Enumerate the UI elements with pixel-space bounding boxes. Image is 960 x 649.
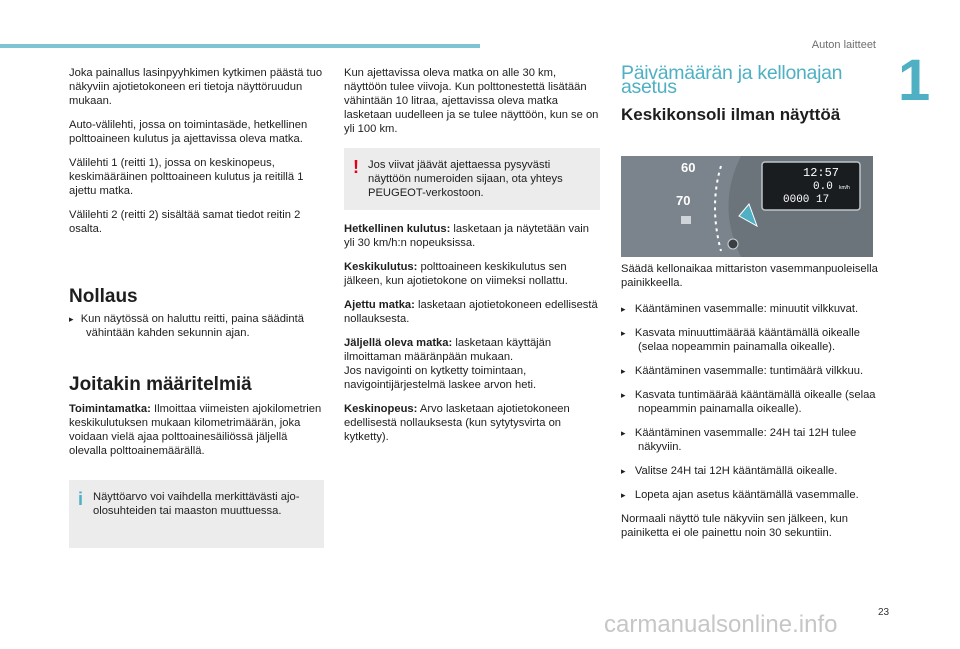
list-item: ▸ Lopeta ajan asetus kääntämällä vasemmalle. — [621, 489, 859, 501]
info-box: i Näyttöarvo voi vaihdella merkittävästi ajo-olosuhteiden tai maaston muuttuessa. — [69, 480, 324, 548]
dash-clock: 12:57 — [803, 166, 840, 180]
definition-jaljella: Jäljellä oleva matka: lasketaan käyttäjän ilmoittaman määränpään mukaan. Jos navigointi on kytketty toimintaan, navigointijärjestelmä laskee arvon heti. — [344, 337, 552, 391]
section-header: Auton laitteet — [811, 39, 876, 51]
info-icon: i — [78, 489, 84, 509]
column-3-body — [621, 262, 878, 550]
bullet-icon: ▸ — [621, 490, 626, 500]
warning-box: ! Jos viivat jäävät ajettaessa pysyvästi näyttöön numeroiden sijaan, ota yhteys PEUGEOT-verkostoon. — [344, 148, 600, 210]
section-title-date-time: Päivämäärän ja kellonajan asetus — [621, 62, 843, 98]
bullet-icon: ▸ — [621, 328, 626, 338]
instrument-cluster-illustration — [621, 156, 873, 257]
paragraph: Välilehti 2 (reitti 2) sisältää samat tiedot reitin 2 osalta. — [69, 209, 301, 235]
watermark: carmanualsonline.info — [604, 611, 838, 638]
list-item: ▸ Kääntäminen vasemmalle: minuutit vilkkuvat. — [621, 303, 859, 315]
dash-unit: km/h — [839, 185, 850, 191]
section-title-nollaus: Nollaus — [69, 286, 138, 307]
column-2 — [344, 66, 600, 454]
dash-speed-70: 70 — [676, 193, 691, 208]
warning-icon: ! — [353, 157, 359, 177]
list-item: ▸ Valitse 24H tai 12H kääntämällä oikealle. — [621, 465, 838, 477]
bullet-icon: ▸ — [621, 304, 626, 314]
dash-odometer: 0000 17 — [783, 194, 830, 206]
adjust-button — [728, 239, 738, 249]
bullet-item: ▸ Kun näytössä on haluttu reitti, paina säädintä vähintään kahden sekunnin ajan. — [69, 313, 304, 339]
paragraph: Säädä kellonaikaa mittariston vasemmanpuoleisella painikkeella. — [621, 263, 878, 289]
definition-toimintamatka: Toimintamatka: Ilmoittaa viimeisten ajokilometrien keskikulutuksen mukaan kilometrimäärän, joka voidaan vielä ajaa polttoainesäiliössä jäljellä olevalla polttoainemäärällä. — [69, 403, 322, 457]
bullet-icon: ▸ — [621, 466, 626, 476]
steps-list — [621, 302, 878, 502]
list-item: ▸ Kasvata tuntimäärää kääntämällä oikealle (selaa nopeammin painamalla oikealle). — [621, 389, 876, 415]
definition-keskikulutus: Keskikulutus: polttoaineen keskikulutus sen jälkeen, kun ajotietokone on viimeksi nollattu. — [344, 261, 568, 287]
column-1 — [69, 66, 324, 548]
section-title-definitions: Joitakin määritelmiä — [69, 374, 252, 395]
instrument-cluster-image — [621, 156, 873, 257]
definition-ajettu: Ajettu matka: lasketaan ajotietokoneen edellisestä nollauksesta. — [344, 299, 598, 325]
bullet-icon: ▸ — [621, 428, 626, 438]
paragraph: Välilehti 1 (reitti 1), jossa on keskinopeus, keskimääräinen polttoaineen kulutus ja reitillä 1 ajettu matka. — [69, 157, 304, 197]
bullet-icon: ▸ — [69, 314, 74, 324]
dash-trip: 0.0 — [813, 181, 833, 193]
list-item: ▸ Kääntäminen vasemmalle: 24H tai 12H tulee näkyviin. — [621, 427, 857, 453]
paragraph: Auto-välilehti, jossa on toimintasäde, hetkellinen polttoaineen kulutus ja ajettavissa oleva matka. — [69, 119, 308, 145]
dash-speed-60: 60 — [681, 160, 696, 175]
definition-keskinopeus: Keskinopeus: Arvo lasketaan ajotietokoneen edellisestä nollauksesta (kun sytytysvirta on kytketty). — [344, 403, 570, 443]
fuel-icon — [681, 216, 691, 224]
paragraph: Joka painallus lasinpyyhkimen kytkimen päästä tuo näkyviin ajotietokoneen eri tietoja näyttöruudun mukaan. — [69, 67, 323, 107]
definition-hetkellinen: Hetkellinen kulutus: lasketaan ja näytetään vain yli 30 km/h:n nopeuksissa. — [344, 223, 590, 249]
bullet-icon: ▸ — [621, 390, 626, 400]
page-number: 23 — [878, 607, 890, 618]
header-bar — [0, 44, 480, 48]
list-item: ▸ Kääntäminen vasemmalle: tuntimäärä vilkkuu. — [621, 365, 864, 377]
bullet-icon: ▸ — [621, 366, 626, 376]
subsection-title: Keskikonsoli ilman näyttöä — [621, 105, 841, 124]
column-3 — [621, 62, 878, 124]
chapter-number: 1 — [898, 48, 931, 113]
list-item: ▸ Kasvata minuuttimäärää kääntämällä oikealle (selaa nopeammin painamalla oikealle). — [621, 327, 860, 353]
paragraph: Normaali näyttö tule näkyviin sen jälkeen, kun painiketta ei ole painettu noin 30 sekuntiin. — [621, 513, 848, 539]
paragraph: Kun ajettavissa oleva matka on alle 30 km, näyttöön tulee viivoja. Kun polttonestettä lisätään vähintään 10 litraa, ajettavissa oleva matka lasketaan uudelleen ja se tulee näyttöön, kun se on yli 100 km. — [344, 67, 599, 135]
